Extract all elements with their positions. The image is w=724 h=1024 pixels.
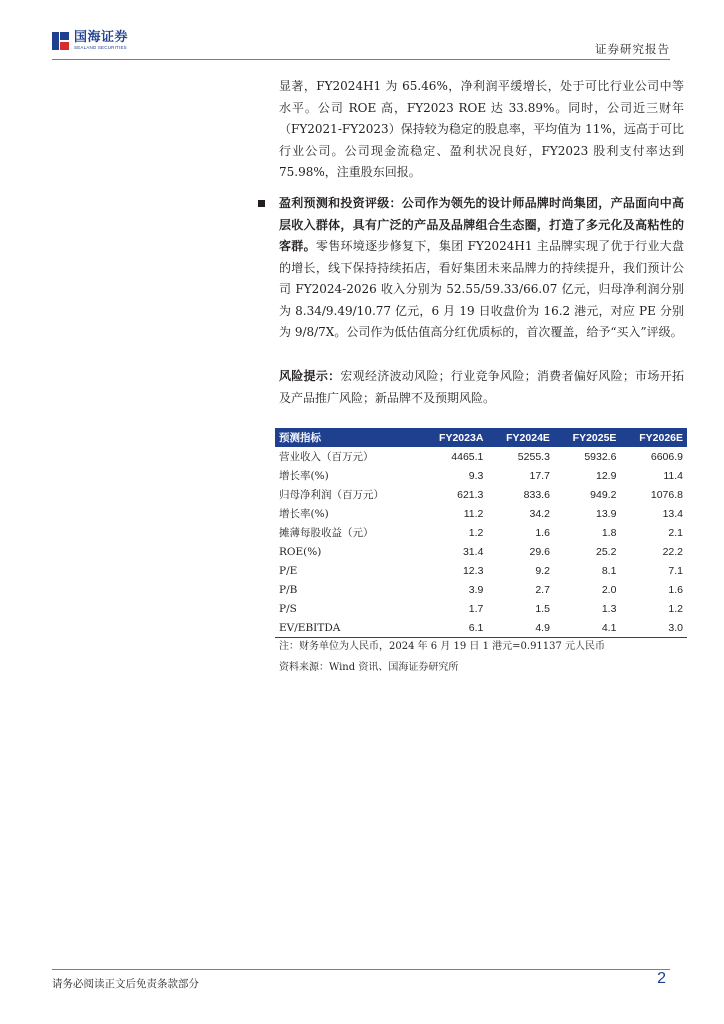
table-cell: 34.2 [529,507,550,520]
table-cell: 4.1 [554,618,621,638]
table-cell: 31.4 [462,545,484,558]
table-cell: 1.3 [601,602,617,615]
bullet-square-icon [258,200,265,207]
table-cell: 9.2 [535,564,550,577]
table-cell: 6.1 [420,618,487,638]
risk-text: 宏观经济波动风险；行业竞争风险；消费者偏好风险；市场开拓及产品推广风险；新品牌不及预期风险。 [279,369,684,405]
table-cell: 5255.3 [517,450,550,463]
row-label: 营业收入（百万元） [279,451,374,463]
forecast-rating-text: 零售环境逐步修复下，集团 FY2024H1 主品牌实现了优于行业大盘的增长，线下保持持续拓店，看好集团未来品牌力的持续提升，我们预计公司 FY2024-2026 收入分别为 52.55/59.33/66.07 亿元，归母净利润分别为 8.34/9.49/10.77 亿元，6 月 19 日收盘价为 16.2 港元，对应 PE 分别为 9/8/7X。公司作为低估值高分红优质标的，首次覆盖，给予“买入”评级。 [279,239,684,339]
table-row [275,523,687,542]
table-row [275,485,687,504]
forecast-table [275,428,687,638]
table-cell: 1.6 [535,526,550,539]
table-cell: 12.3 [462,564,484,577]
table-header-cell: 预测指标 [275,428,420,447]
table-row [275,542,687,561]
table-header-cell: FY2026E [620,428,687,447]
table-cell: 9.3 [468,469,484,482]
table-cell: 2.7 [535,583,550,596]
table-cell: 17.7 [529,469,550,482]
row-label: P/B [279,583,298,596]
table-row [275,580,687,599]
page-number: 2 [657,970,666,987]
report-type-title: 证券研究报告 [595,42,670,56]
table-cell: 5932.6 [584,450,617,463]
table-cell: 1076.8 [650,488,683,501]
paragraph-risk [279,366,684,409]
row-label: 增长率(%) [279,508,329,520]
row-label: ROE(%) [279,545,322,558]
table-cell: 11.2 [463,507,484,520]
table-note: 注：财务单位为人民币，2024 年 6 月 19 日 1 港元=0.91137 元人民币 [279,641,606,652]
table-cell: 29.6 [529,545,550,558]
table-cell: 3.0 [620,618,687,638]
table-header-cell: FY2023A [420,428,487,447]
logo-english-name: SEALAND SECURITIES [74,45,127,50]
table-header-cell: FY2024E [487,428,554,447]
table-cell: 4465.1 [451,450,484,463]
table-cell: 2.1 [668,526,683,539]
row-label: 增长率(%) [279,470,329,482]
table-cell: 1.2 [668,602,683,615]
table-cell: 1.2 [468,526,484,539]
table-cell: 949.2 [590,488,617,501]
header-divider [52,59,670,60]
table-cell: 7.1 [668,564,683,577]
row-label: 摊薄每股收益（元） [279,527,374,539]
table-source: 资料来源：Wind 资讯、国海证券研究所 [279,662,459,673]
table-cell: 1.7 [468,602,484,615]
table-cell: 8.1 [601,564,617,577]
table-cell: 11.4 [663,469,683,482]
row-label: P/S [279,602,297,615]
table-cell: 621.3 [457,488,484,501]
table-cell: 12.9 [596,469,617,482]
table-cell: 1.5 [535,602,550,615]
table-cell: 2.0 [601,583,617,596]
logo [52,30,128,52]
footer-disclaimer: 请务必阅读正文后免责条款部分 [52,978,199,990]
risk-heading: 风险提示： [279,369,341,383]
table-cell: 13.4 [662,507,683,520]
table-row [275,466,687,485]
forecast-rating-heading: 盈利预测和投资评级：公司作为领先的设计师品牌时尚集团，产品面向中高层收入群体，具有广泛的产品及品牌组合生态圈，打造了多元化及高粘性的客群。 [279,196,684,253]
row-label: EV/EBITDA [275,618,420,638]
paragraph-profitability: 显著，FY2024H1 为 65.46%，净利润平缓增长，处于可比行业公司中等水平。公司 ROE 高，FY2023 ROE 达 33.89%。同时，公司近三财年（FY2021-FY2023）保持较为稳定的股息率，平均值为 11%，远高于可比行业公司。公司现金流稳定、盈利状况良好，FY2023 股利支付率达到 75.98%，注重股东回报。 [279,79,684,179]
paragraph-forecast-rating [279,193,684,344]
table-row [275,599,687,618]
table-row [275,618,687,638]
table-cell: 25.2 [596,545,617,558]
table-row [275,504,687,523]
table-cell: 22.2 [662,545,683,558]
table-header-row [275,428,687,447]
logo-name: 国海证券 [74,30,129,45]
table-cell: 6606.9 [650,450,683,463]
table-header-cell: FY2025E [554,428,621,447]
table-row [275,561,687,580]
table-cell: 13.9 [596,507,617,520]
table-row [275,447,687,466]
table-cell: 3.9 [468,583,484,596]
footer-divider [52,969,670,970]
row-label: 归母净利润（百万元） [279,489,384,501]
table-cell: 833.6 [523,488,550,501]
table-cell: 1.8 [601,526,617,539]
table-cell: 1.6 [668,583,683,596]
logo-mark-icon [52,30,70,52]
table-cell: 4.9 [487,618,554,638]
row-label: P/E [279,564,298,577]
